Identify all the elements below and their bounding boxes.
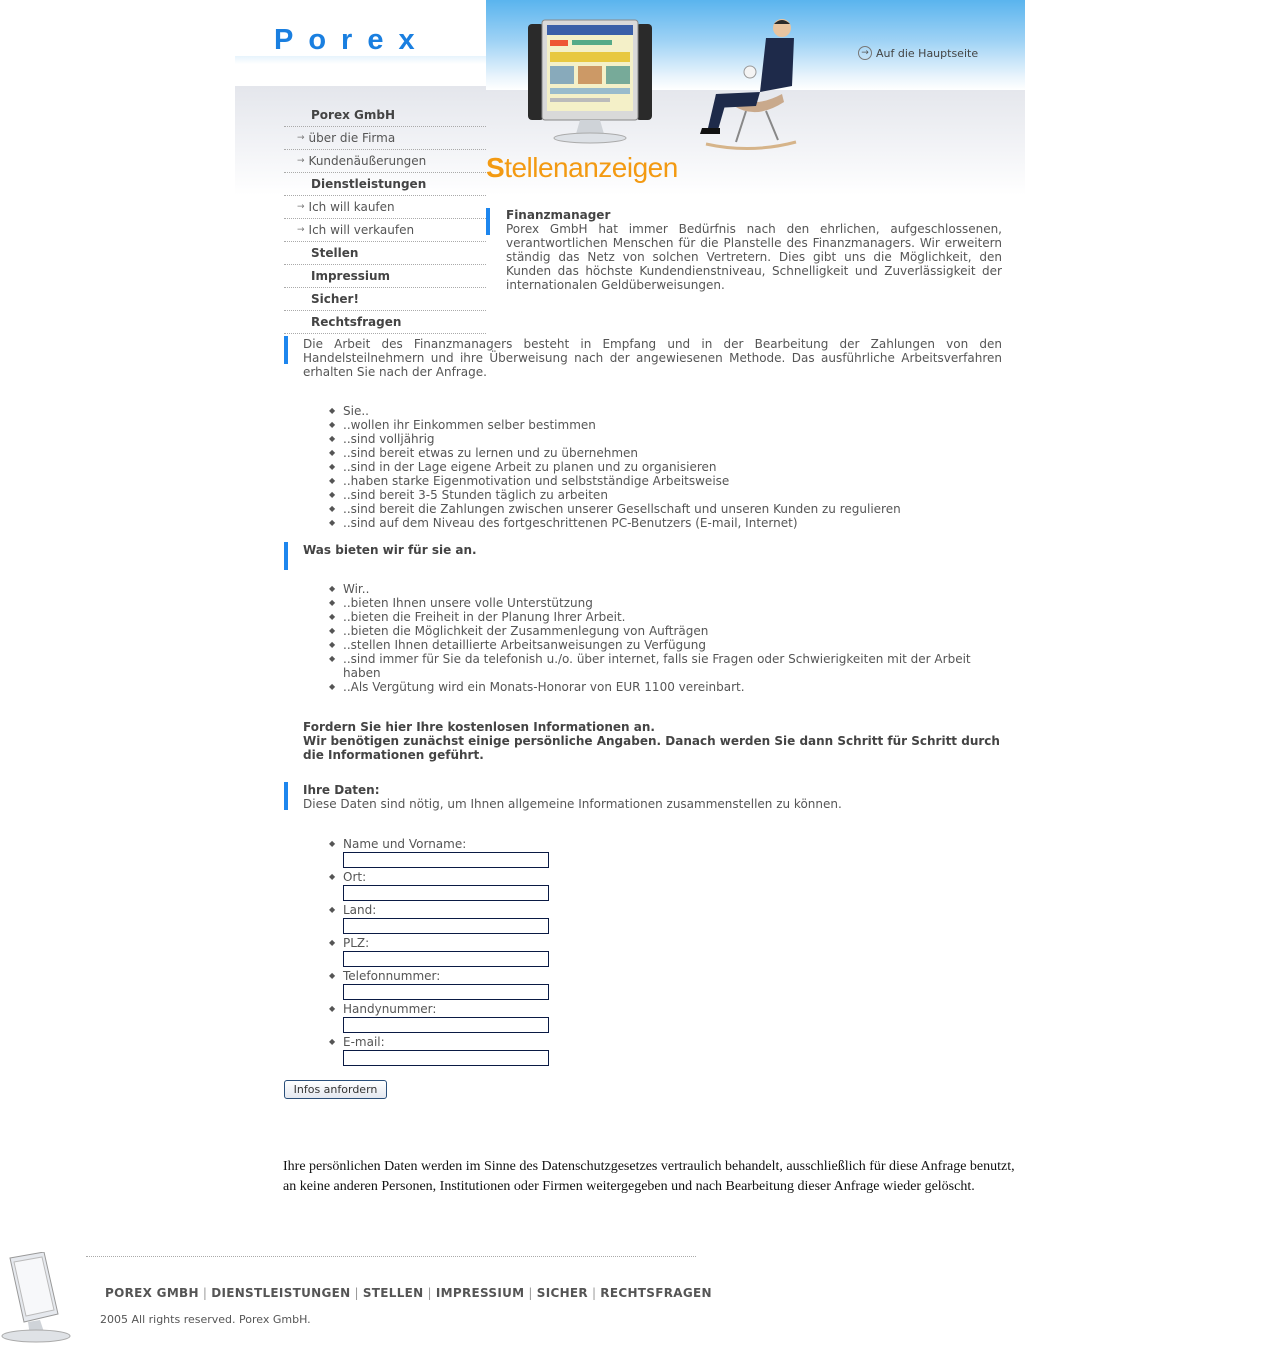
contact-form bbox=[343, 837, 643, 1068]
form-field-label: Handynummer: bbox=[343, 1002, 437, 1016]
footer-separator: | bbox=[528, 1286, 533, 1300]
form-subtext: Diese Daten sind nötig, um Ihnen allgemeine Informationen zusammenstellen zu können. bbox=[303, 797, 842, 811]
list-item: ◆ ..bieten die Freiheit in der Planung Ihrer Arbeit. bbox=[343, 610, 1003, 624]
sidebar-item-label: Dienstleistungen bbox=[311, 177, 427, 191]
form-field bbox=[343, 903, 643, 936]
sidebar-item-label: Kundenäußerungen bbox=[308, 154, 427, 168]
footer-link-1[interactable]: DIENSTLEISTUNGEN bbox=[211, 1286, 351, 1300]
list-item: ◆ ..sind bereit 3-5 Stunden täglich zu arbeiten bbox=[343, 488, 1003, 502]
sidebar-item-label: Porex GmbH bbox=[311, 108, 395, 122]
form-field-label: E-mail: bbox=[343, 1035, 385, 1049]
request-info-button[interactable]: Infos anfordern bbox=[284, 1080, 387, 1099]
form-input-4[interactable] bbox=[343, 984, 549, 1000]
form-accent-bar bbox=[284, 782, 288, 810]
arrow-circle-icon: → bbox=[858, 46, 872, 60]
arrow-right-icon: → bbox=[297, 225, 305, 235]
footer-link-0[interactable]: POREX GMBH bbox=[105, 1286, 199, 1300]
sidebar-item-label: Ich will kaufen bbox=[308, 200, 395, 214]
copyright: 2005 All rights reserved. Porex GmbH. bbox=[100, 1313, 311, 1326]
intro-block bbox=[506, 208, 1002, 292]
list-item: ◆ ..sind volljährig bbox=[343, 432, 1003, 446]
form-input-3[interactable] bbox=[343, 951, 549, 967]
list-item: ◆ ..sind immer für Sie da telefonish u./o. über internet, falls sie Fragen oder Schwierigkeiten mit der Arbeit haben bbox=[343, 652, 1003, 680]
site-logo[interactable]: Porex bbox=[274, 24, 430, 56]
footer-separator: | bbox=[591, 1286, 597, 1300]
form-field-label: PLZ: bbox=[343, 936, 370, 950]
sidebar-item-1[interactable] bbox=[284, 127, 486, 150]
footer-link-2[interactable]: STELLEN bbox=[362, 1286, 424, 1300]
list-item: ◆ ..wollen ihr Einkommen selber bestimmen bbox=[343, 418, 1003, 432]
person-in-chair-illustration bbox=[696, 16, 801, 151]
list-item: ◆ ..stellen Ihnen detaillierte Arbeitsanweisungen zu Verfügung bbox=[343, 638, 1003, 652]
sidebar-item-8[interactable] bbox=[284, 288, 486, 311]
footer-link-4[interactable]: SICHER bbox=[536, 1286, 588, 1300]
footer-monitor-icon bbox=[0, 1252, 80, 1344]
sidebar-item-6[interactable] bbox=[284, 242, 486, 265]
list-item: ◆ ..Als Vergütung wird ein Monats-Honorar von EUR 1100 vereinbart. bbox=[343, 680, 1003, 694]
list-item: ◆ ..bieten Ihnen unsere volle Unterstützung bbox=[343, 596, 1003, 610]
form-input-1[interactable] bbox=[343, 885, 549, 901]
sidebar-item-3[interactable] bbox=[284, 173, 486, 196]
home-link[interactable] bbox=[858, 46, 978, 60]
form-heading: Ihre Daten: bbox=[303, 783, 380, 797]
arrow-right-icon: → bbox=[297, 202, 305, 212]
form-field bbox=[343, 1002, 643, 1035]
request-block bbox=[303, 720, 1003, 762]
request-line-2: Wir benötigen zunächst einige persönliche Angaben. Danach werden Sie dann Schritt für Schritt durch die Informationen geführt. bbox=[303, 734, 1000, 762]
page-title: Stellenanzeigen bbox=[486, 152, 678, 183]
form-field-label: Name und Vorname: bbox=[343, 837, 467, 851]
form-field-label: Telefonnummer: bbox=[343, 969, 441, 983]
offer-list bbox=[343, 582, 1003, 694]
sidebar-item-2[interactable] bbox=[284, 150, 486, 173]
sidebar-item-5[interactable] bbox=[284, 219, 486, 242]
list-item: ◆ Sie.. bbox=[343, 404, 1003, 418]
intro-heading: Finanzmanager bbox=[506, 208, 611, 222]
arrow-right-icon: → bbox=[297, 156, 305, 166]
sidebar-item-0[interactable] bbox=[284, 104, 486, 127]
sidebar-nav bbox=[284, 104, 486, 334]
sidebar-item-label: Sicher! bbox=[311, 292, 359, 306]
list-item: ◆ ..sind auf dem Niveau des fortgeschrittenen PC-Benutzers (E-mail, Internet) bbox=[343, 516, 1003, 530]
offer-accent-bar bbox=[284, 542, 288, 570]
requirements-list bbox=[343, 404, 1003, 530]
sidebar-item-label: Stellen bbox=[311, 246, 359, 260]
list-item: ◆ ..sind bereit etwas zu lernen und zu übernehmen bbox=[343, 446, 1003, 460]
intro-accent-bar bbox=[486, 208, 490, 235]
request-line-1: Fordern Sie hier Ihre kostenlosen Informationen an. bbox=[303, 720, 655, 734]
intro-text: Porex GmbH hat immer Bedürfnis nach den ehrlichen, aufgeschlossenen, verantwortlichen Menschen für die Planstelle des Finanzmanagers. Wir erweitern ständig das Netz von solchen Vertretern. Dies gibt uns die Möglichkeit, den Kunden das höchste Kundendienstniveau, Schnelligkeit und Zuverlässigkeit der internationalen Geldüberweisungen. bbox=[506, 222, 1002, 292]
form-input-6[interactable] bbox=[343, 1050, 549, 1066]
form-input-0[interactable] bbox=[343, 852, 549, 868]
form-field bbox=[343, 969, 643, 1002]
work-accent-bar bbox=[284, 336, 288, 364]
footer-link-3[interactable]: IMPRESSIUM bbox=[435, 1286, 525, 1300]
form-header bbox=[303, 783, 1003, 811]
footer-separator: | bbox=[427, 1286, 432, 1300]
sidebar-item-label: Impressium bbox=[311, 269, 391, 283]
offer-heading: Was bieten wir für sie an. bbox=[303, 543, 477, 557]
sidebar-item-7[interactable] bbox=[284, 265, 486, 288]
privacy-notice: Ihre persönlichen Daten werden im Sinne des Datenschutzgesetzes vertraulich behandelt, ausschließlich für diese Anfrage benutzt, an keine anderen Personen, Institutionen oder Firmen weitergegeben und nach Bearbeitung dieser Anfrage wieder gelöscht. bbox=[283, 1159, 1015, 1194]
footer-link-5[interactable]: RECHTSFRAGEN bbox=[600, 1286, 712, 1300]
footer-separator: | bbox=[202, 1286, 208, 1300]
arrow-right-icon: → bbox=[297, 133, 305, 143]
home-link-label: Auf die Hauptseite bbox=[876, 46, 979, 60]
sidebar-item-9[interactable] bbox=[284, 311, 486, 334]
list-item: ◆ ..sind bereit die Zahlungen zwischen unserer Gesellschaft und unseren Kunden zu regulieren bbox=[343, 502, 1003, 516]
form-field-label: Ort: bbox=[343, 870, 367, 884]
list-item: ◆ ..haben starke Eigenmotivation und selbstständige Arbeitsweise bbox=[343, 474, 1003, 488]
work-text: Die Arbeit des Finanzmanagers besteht in Empfang und in der Bearbeitung der Zahlungen von den Handelsteilnehmern und ihre Überweisung nach der angewiesenen Methode. Das ausführliche Arbeitsverfahren erhalten Sie nach der Anfrage. bbox=[303, 337, 1002, 379]
form-field bbox=[343, 936, 643, 969]
form-input-5[interactable] bbox=[343, 1017, 549, 1033]
list-item: ◆ ..sind in der Lage eigene Arbeit zu planen und zu organisieren bbox=[343, 460, 1003, 474]
monitor-illustration bbox=[518, 16, 663, 146]
logo-strip bbox=[235, 56, 486, 64]
footer-separator: | bbox=[354, 1286, 359, 1300]
form-field bbox=[343, 870, 643, 903]
sidebar-item-4[interactable] bbox=[284, 196, 486, 219]
footer-nav bbox=[105, 1286, 712, 1300]
sidebar-item-label: Ich will verkaufen bbox=[308, 223, 415, 237]
list-item: ◆ ..bieten die Möglichkeit der Zusammenlegung von Aufträgen bbox=[343, 624, 1003, 638]
footer-divider bbox=[86, 1256, 696, 1257]
list-item: ◆ Wir.. bbox=[343, 582, 1003, 596]
sidebar-item-label: Rechtsfragen bbox=[311, 315, 402, 329]
form-field bbox=[343, 837, 643, 870]
form-field-label: Land: bbox=[343, 903, 377, 917]
sidebar-item-label: über die Firma bbox=[308, 131, 396, 145]
form-field bbox=[343, 1035, 643, 1068]
form-input-2[interactable] bbox=[343, 918, 549, 934]
